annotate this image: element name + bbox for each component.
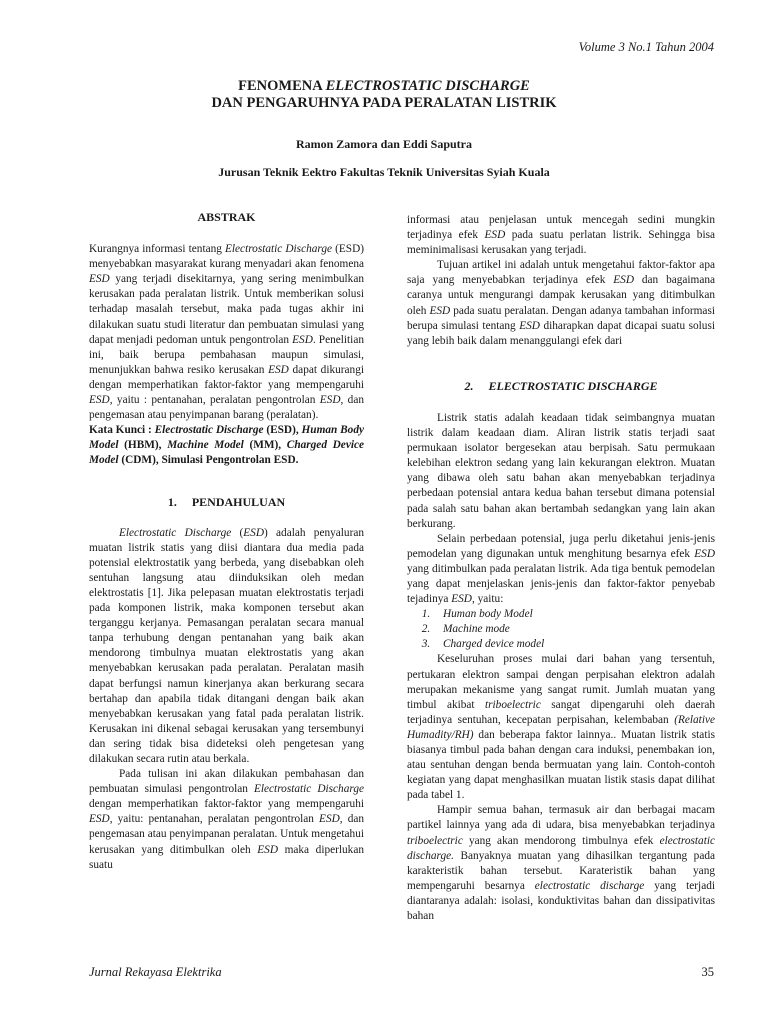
- right-column: [407, 213, 715, 924]
- intro-paragraph-1: Electrostatic Discharge (ESD) adalah penyaluran muatan listrik statis yang diisi diantara dua media pada potensial elektrostatik yang berbeda, yang disebabkan oleh sentuhan langsung atau diinduksikan oleh medan elektrostatis [1]. Jika pelepasan muatan elektrostatis terjadi pada komponen listrik, maka komponen tersebut akan terganggu kerjanya. Pemasangan peralatan secara manual tanpa terhubung dengan pentanahan yang baik akan mendorong timbulnya muatan elektrostatis yang akan menyebabkan kerusakan pada peralatan. Peralatan masih dapat berfungsi namun kinerjanya akan berkurang secara bertahap dan apabila tidak ditangani dengan baik akan menyebabkan kerusakan yang fatal pada peralatan listrik. Kerusakan ini dikenal sebagai kerusakan yang tersembunyi dan sering tidak bisa dideteksi oleh pengetesan yang dilakukan secara rutin atau berkala.: [89, 526, 364, 765]
- keywords: Kata Kunci : Electrostatic Discharge (ESD), Human Body Model (HBM), Machine Model (MM), Charged Device Model (CDM), Simulasi Pengontrolan ESD.: [89, 424, 364, 467]
- list-item: 1. Human body Model: [433, 607, 715, 622]
- title-line-1: [0, 78, 768, 95]
- authors: Ramon Zamora dan Eddi Saputra: [295, 137, 473, 151]
- left-column: [89, 210, 364, 873]
- esd-paragraph-3: Keseluruhan proses mulai dari bahan yang tersentuh, pertukaran elektron sampai dengan perpisahan elektron adalah merupakan mekanisme yang sangat rumit. Jumlah muatan yang timbul akibat triboelectric sangat dipengaruhi oleh daerah terjadinya sentuhan, kecepatan perpisahan, kelembaban (Relative Humadity/RH) dan beberapa faktor lainnya.. Muatan listrik statis biasanya timbul pada bahan dengan cara induksi, penembakan ion, atau sentuhan dengan benda bermuatan yang lain. Contoh-contoh kegiatan yang dapat menghasilkan muatan listik stasis dapat dilihat pada tabel 1.: [407, 653, 715, 802]
- esd-paragraph-2: Selain perbedaan potensial, juga perlu diketahui jenis-jenis pemodelan yang digunakan untuk menghitung besarnya efek ESD yang ditimbulkan pada peralatan listrik. Ada tiga bentuk pemodelan yang dapat menjelaskan jenis-jenis dan faktor-faktor penyebab tejadinya ESD, yaitu:: [407, 532, 715, 606]
- esd-paragraph-1: Listrik statis adalah keadaan tidak seimbangnya muatan listrik dalam keadaan diam. Aliran listrik statis terjadi saat permukaan isolator bergesekan atau berpisah. Satu permukaan kelebihan elektron sedang yang lain kekurangan elektron. Muatan yang dibawa oleh satu bahan akan menyebabkan terjadinya perbedaan potensial antara kedua bahan tersebut dimana potensial pada salah satu bahan akan bertambah sedangkan yang lain akan berkurang.: [407, 411, 715, 530]
- page-number: 35: [701, 965, 714, 979]
- footer-journal: Jurnal Rekayasa Elektrika: [89, 965, 222, 979]
- section-1-heading: 1. PENDAHULUAN: [167, 494, 286, 509]
- intro-continued: informasi atau penjelasan untuk mencegah sedini mungkin terjadinya efek ESD pada suatu perlatan listrik. Sehingga bisa meminimalisasi kerusakan yang terjadi.: [407, 214, 715, 257]
- esd-paragraph-4: Hampir semua bahan, termasuk air dan berbagai macam partikel lainnya yang ada di udara, bisa menyebabkan terjadinya triboelectric yang akan mendorong timbulnya efek electrostatic discharge. Banyaknya muatan yang dihasilkan tergantung pada karakteristik bahan tersebut. Karateristik bahan yang mempengaruhi besarnya electrostatic discharge yang terjadi diantaranya adalah: isolasi, konduktivitas bahan dan dissipativitas bahan: [407, 804, 715, 923]
- paper-title: [0, 78, 768, 112]
- model-list: [407, 607, 715, 652]
- abstract-paragraph: Kurangnya informasi tentang Electrostatic Discharge (ESD) menyebabkan masyarakat kurang menyadari akan fenomena ESD yang terjadi disekitarnya, yang sering menimbulkan kerusakan pada peralatan listrik. Untuk memberikan solusi terhadap masalah tersebut, maka pada tugas akhir ini dilakukan suatu studi literatur dan pembuatan simulasi yang dapat menjadi pedoman untuk pengontrolan ESD. Penelitian ini, baik berupa pembahasan maupun simulasi, menunjukkan bahwa resiko kerusakan ESD dapat dikurangi dengan memperhatikan faktor-faktor yang mempengaruhi ESD, yaitu : pentanahan, peralatan pengontrolan ESD, dan pengemasan atau penyimpanan barang (peralatan).: [89, 243, 364, 422]
- title-line-2: DAN PENGARUHNYA PADA PERALATAN LISTRIK: [211, 95, 557, 111]
- title-italic: ELECTROSTATIC DISCHARGE: [325, 78, 530, 94]
- intro-paragraph-2: Pada tulisan ini akan dilakukan pembahasan dan pembuatan simulasi pengontrolan Electrostatic Discharge dengan memperhatikan faktor-faktor yang mempengaruhi ESD, yaitu: pentanahan, peralatan pengontrolan ESD, dan pengemasan atau penyimpanan peralatan. Untuk mengetahui kerusakan yang ditimbulkan oleh ESD maka diperlukan suatu: [89, 768, 365, 871]
- list-item: 3. Charged device model: [433, 637, 715, 652]
- abstract-heading: ABSTRAK: [197, 210, 256, 224]
- volume-header: Volume 3 No.1 Tahun 2004: [578, 40, 714, 54]
- intro-paragraph-3: Tujuan artikel ini adalah untuk mengetahui faktor-faktor apa saja yang menyebabkan terjadinya efek ESD dan bagaimana caranya untuk mengurangi dampak kerusakan yang ditimbulkan oleh ESD pada suatu peralatan. Dengan adanya tambahan informasi berupa simulasi tentang ESD diharapkan dapat dicapai suatu solusi yang lebih baik dalam menanggulangi efek dari: [407, 259, 716, 347]
- title-text: FENOMENA: [238, 78, 326, 94]
- affiliation: Jurusan Teknik Eektro Fakultas Teknik Universitas Syiah Kuala: [218, 165, 550, 179]
- list-item: 2. Machine mode: [433, 622, 715, 637]
- section-2-heading: 2. ELECTROSTATIC DISCHARGE: [464, 378, 658, 393]
